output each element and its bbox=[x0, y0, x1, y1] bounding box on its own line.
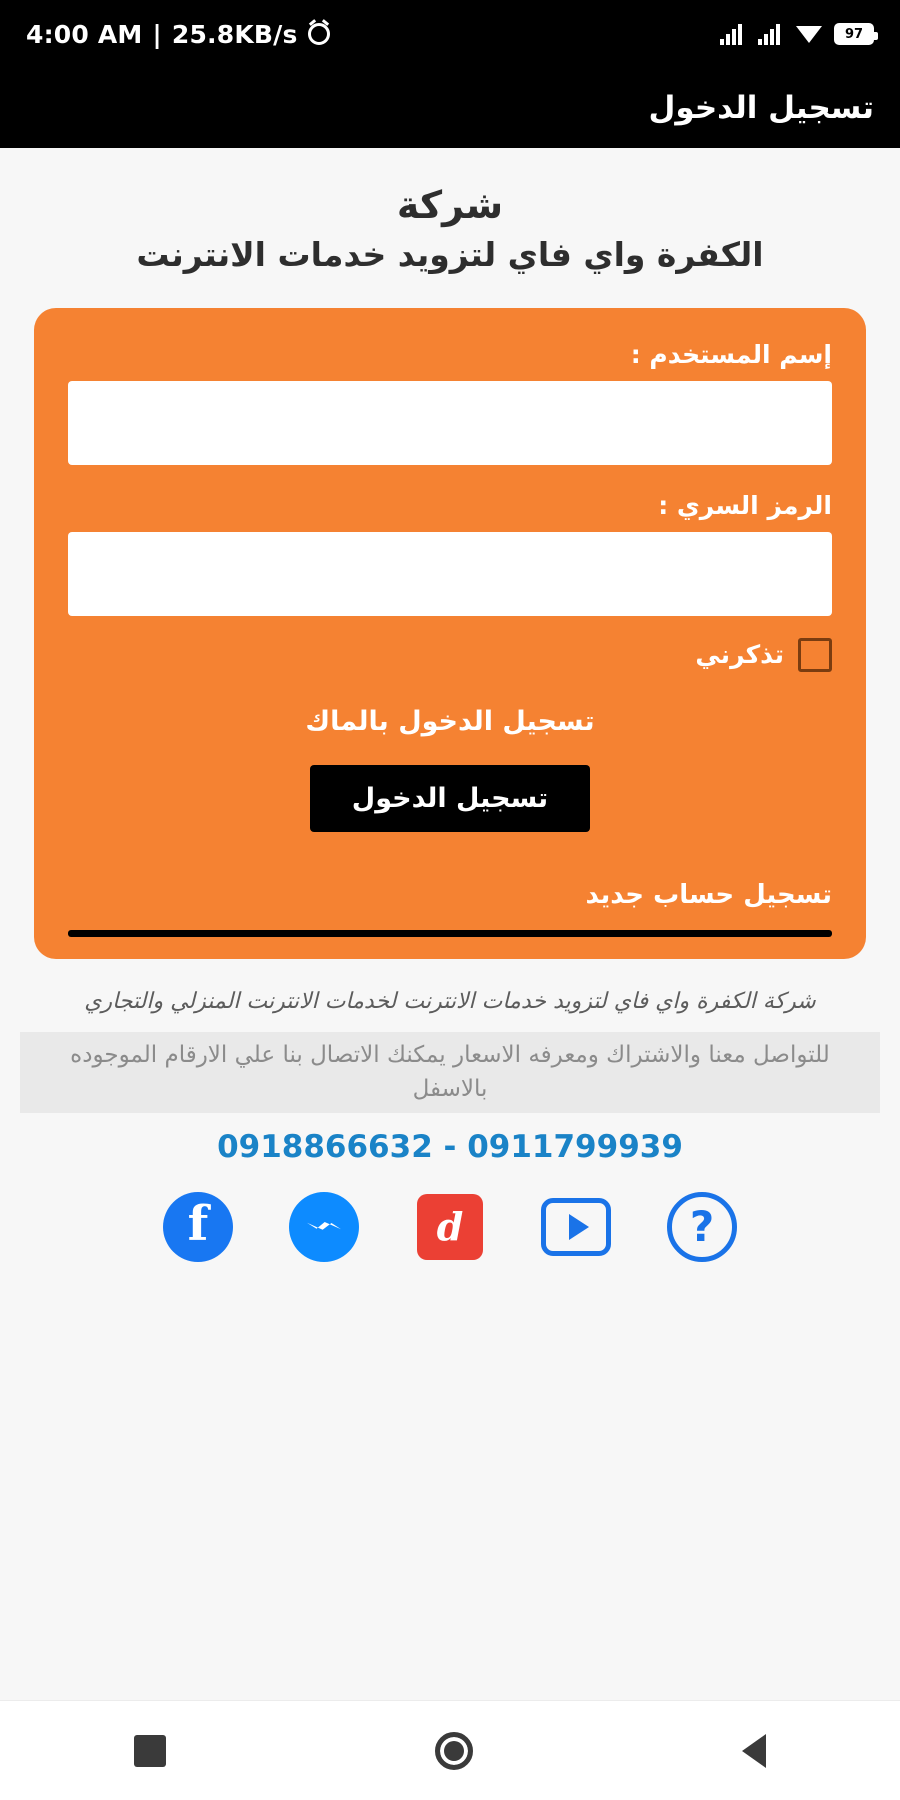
battery-level: 97 bbox=[844, 26, 864, 42]
app-store-button[interactable] bbox=[414, 1191, 486, 1263]
company-description: شركة الكفرة واي فاي لتزويد خدمات الانترنت لخدمات الانترنت المنزلي والتجاري bbox=[84, 988, 816, 1014]
play-store-button[interactable] bbox=[540, 1191, 612, 1263]
brand-line-2: الكفرة واي فاي لتزويد خدمات الانترنت bbox=[136, 234, 764, 274]
field-spacer bbox=[68, 465, 832, 491]
status-time: 4:00 AM bbox=[26, 19, 143, 49]
play-store-icon bbox=[541, 1198, 611, 1256]
main-content bbox=[0, 148, 900, 1800]
system-nav-bar bbox=[0, 1700, 900, 1800]
status-bar-left bbox=[26, 20, 330, 49]
alarm-icon bbox=[308, 23, 330, 45]
wifi-icon bbox=[796, 23, 822, 45]
social-links bbox=[0, 1191, 900, 1263]
messenger-icon bbox=[289, 1192, 359, 1262]
app-store-icon: d bbox=[417, 1194, 483, 1260]
username-label: إسم المستخدم : bbox=[630, 339, 832, 369]
phone-numbers[interactable]: 0918866632 - 0911799939 bbox=[217, 1128, 683, 1165]
login-button[interactable]: تسجيل الدخول bbox=[310, 765, 590, 832]
page-title: تسجيل الدخول bbox=[648, 90, 874, 126]
help-icon: ? bbox=[667, 1192, 737, 1262]
password-label: الرمز السري : bbox=[658, 490, 832, 520]
back-icon[interactable] bbox=[742, 1734, 766, 1768]
status-bar-right bbox=[720, 23, 874, 45]
help-button[interactable] bbox=[666, 1191, 738, 1263]
brand-header bbox=[0, 182, 900, 278]
login-card bbox=[34, 308, 866, 959]
register-account-link[interactable]: تسجيل حساب جديد bbox=[585, 879, 832, 910]
battery-icon bbox=[834, 23, 874, 45]
facebook-icon: f bbox=[163, 1192, 233, 1262]
remember-me-label: تذكرني bbox=[695, 640, 784, 670]
card-divider bbox=[68, 930, 832, 937]
login-button-wrap bbox=[68, 765, 832, 832]
signal-icon-2 bbox=[758, 23, 784, 45]
messenger-button[interactable] bbox=[288, 1191, 360, 1263]
signal-icon bbox=[720, 23, 746, 45]
status-net-speed: 25.8KB/s bbox=[171, 19, 298, 49]
app-bar bbox=[0, 68, 900, 148]
mac-login-link[interactable]: تسجيل الدخول بالماك bbox=[305, 705, 595, 737]
home-icon[interactable] bbox=[435, 1732, 473, 1770]
recents-icon[interactable] bbox=[134, 1735, 166, 1767]
status-bar bbox=[0, 0, 900, 68]
password-input[interactable] bbox=[68, 532, 832, 616]
contact-note: للتواصل معنا والاشتراك ومعرفه الاسعار يمكنك الاتصال بنا علي الارقام الموجوده بالاسفل bbox=[20, 1032, 880, 1113]
remember-me-checkbox[interactable] bbox=[798, 638, 832, 672]
username-input[interactable] bbox=[68, 381, 832, 465]
facebook-button[interactable] bbox=[162, 1191, 234, 1263]
remember-me-row[interactable] bbox=[68, 638, 832, 672]
brand-line-1: شركة bbox=[396, 183, 504, 227]
status-separator: | bbox=[152, 19, 162, 49]
